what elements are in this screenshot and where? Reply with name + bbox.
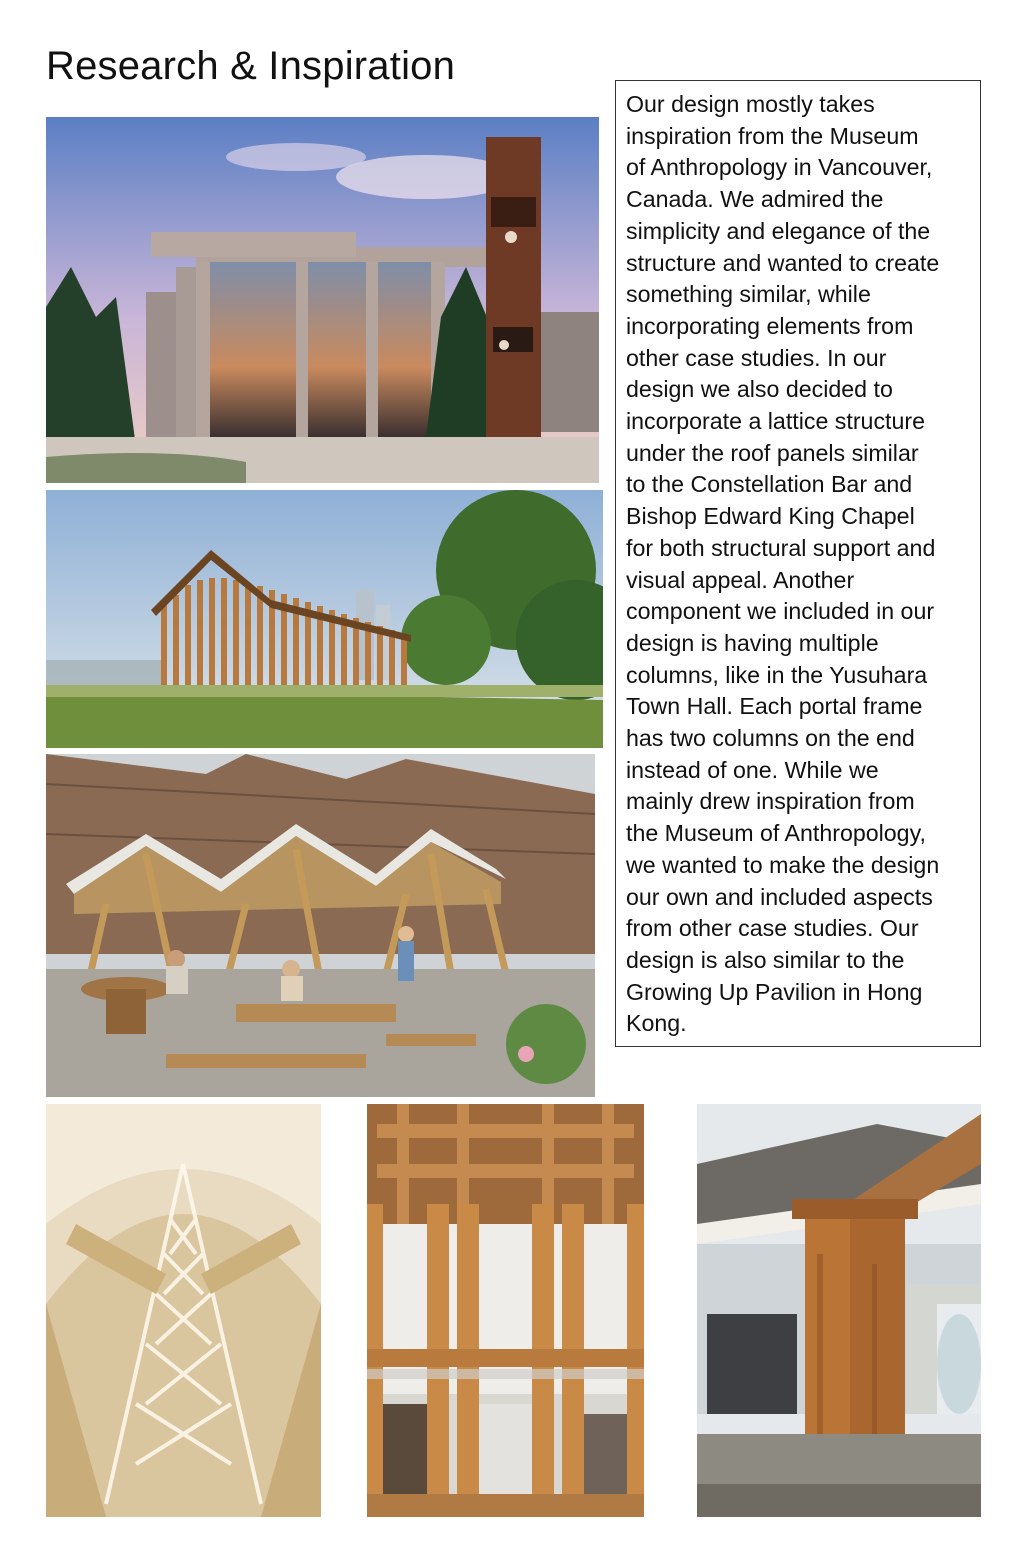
description-line: component we included in our (626, 598, 935, 625)
yusuhara-town-hall-photo (367, 1104, 644, 1517)
description-line: Kong. (626, 1010, 687, 1037)
description-line: incorporating elements from (626, 312, 914, 339)
portal-frame-column-photo (697, 1104, 981, 1517)
description-line: structure and wanted to create (626, 249, 940, 276)
growing-up-pavilion-photo (46, 490, 603, 748)
description-line: under the roof panels similar (626, 439, 919, 466)
description-text-box (615, 80, 981, 1047)
description-line: of Anthropology in Vancouver, (626, 154, 933, 181)
museum-of-anthropology-photo (46, 117, 599, 483)
description-line: simplicity and elegance of the (626, 217, 931, 244)
description-line: from other case studies. Our (626, 915, 919, 942)
bishop-edward-king-chapel-photo (46, 1104, 321, 1517)
description-line: Town Hall. Each portal frame (626, 693, 923, 720)
description-line: inspiration from the Museum (626, 122, 919, 149)
description-line: Our design mostly takes (626, 91, 875, 117)
description-line: design we also decided to (626, 376, 893, 403)
description-line: instead of one. While we (626, 756, 879, 783)
constellation-bar-photo (46, 754, 595, 1097)
description-line: something similar, while (626, 281, 871, 308)
description-line: we wanted to make the design (626, 851, 940, 878)
description-line: design is also similar to the (626, 946, 905, 973)
description-line: columns, like in the Yusuhara (626, 661, 928, 688)
description-line: Growing Up Pavilion in Hong (626, 978, 923, 1005)
description-line: Bishop Edward King Chapel (626, 503, 915, 530)
page-title: Research & Inspiration (46, 44, 456, 88)
description-line: design is having multiple (626, 629, 879, 656)
description-line: incorporate a lattice structure (626, 408, 926, 435)
description-line: visual appeal. Another (626, 566, 855, 593)
description-line: mainly drew inspiration from (626, 788, 915, 815)
description-line: our own and included aspects (626, 883, 933, 910)
description-line: to the Constellation Bar and (626, 471, 913, 498)
description-line: Canada. We admired the (626, 186, 884, 213)
description-line: the Museum of Anthropology, (626, 820, 926, 847)
description-line: for both structural support and (626, 534, 936, 561)
description-line: has two columns on the end (626, 725, 915, 752)
description-line: other case studies. In our (626, 344, 887, 371)
